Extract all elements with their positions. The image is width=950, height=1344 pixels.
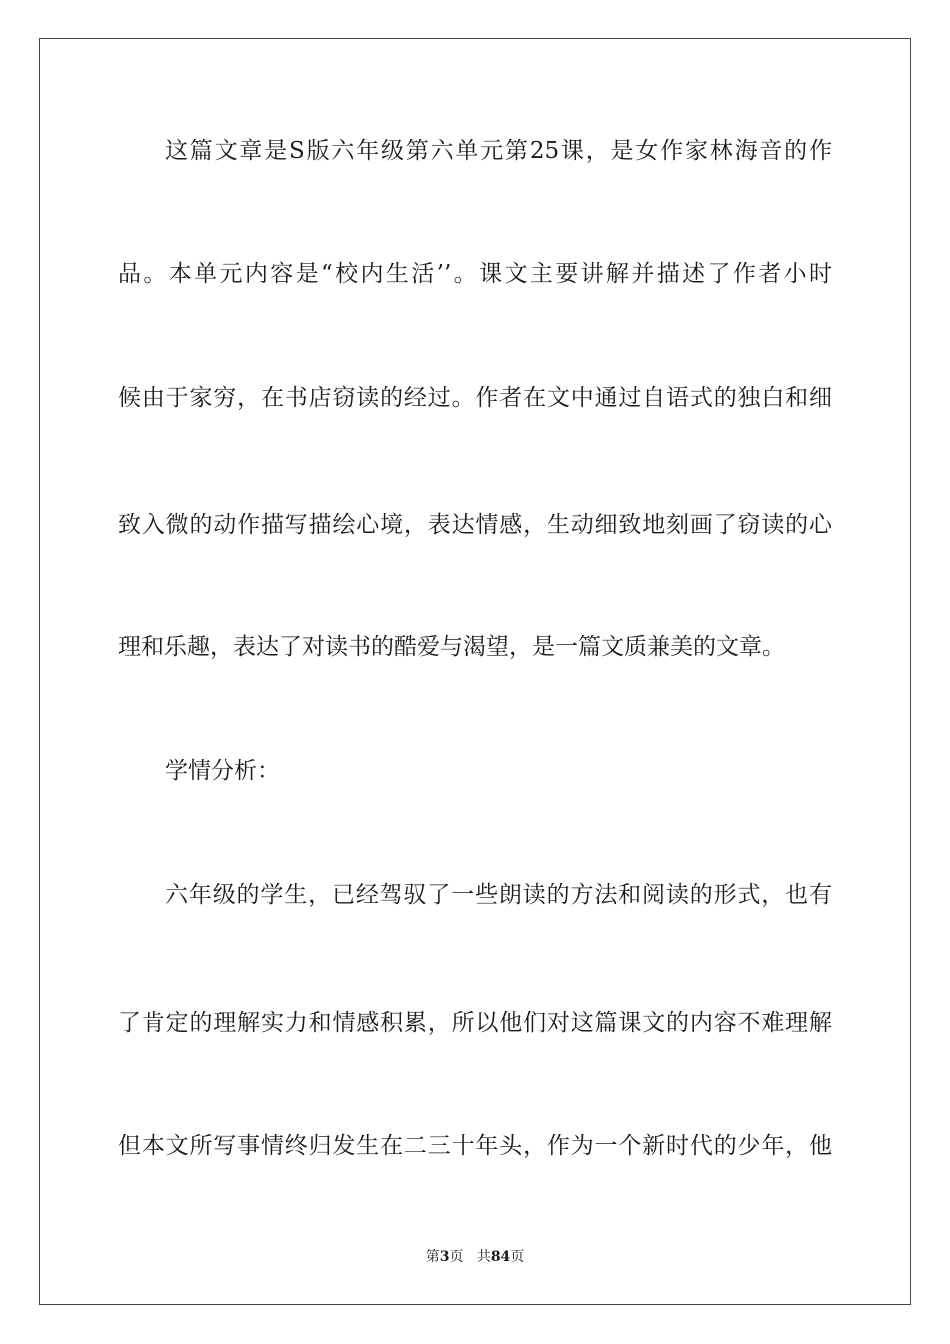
text-line: 但本文所写事情终归发生在二三十年头，作为一个新时代的少年，他: [118, 1133, 832, 1159]
text-line: 品。本单元内容是“校内生活’’。课文主要讲解并描述了作者小时: [118, 261, 832, 287]
total-page-count: 84: [490, 1249, 511, 1265]
text-line: 致入微的动作描写描绘心境，表达情感，生动细致地刻画了窃读的心: [118, 512, 832, 538]
footer-total-prefix: 共: [476, 1249, 491, 1265]
page-border: [39, 38, 911, 1305]
footer-page-suffix: 页: [449, 1249, 464, 1265]
footer-total-suffix: 页: [510, 1249, 525, 1265]
footer-prefix: 第: [425, 1249, 440, 1265]
text-line: 理和乐趣，表达了对读书的酷爱与渴望，是一篇文质兼美的文章。: [118, 634, 785, 660]
text-line: 了肯定的理解实力和情感积累，所以他们对这篇课文的内容不难理解: [118, 1010, 832, 1036]
section-heading: 学情分析：: [165, 758, 280, 784]
text-line: 候由于家穷，在书店窃读的经过。作者在文中通过自语式的独白和细: [118, 385, 832, 411]
current-page-number: 3: [439, 1249, 450, 1265]
text-line: 六年级的学生，已经驾驭了一些朗读的方法和阅读的形式，也有: [165, 882, 832, 908]
text-line: 这篇文章是S版六年级第六单元第25课，是女作家林海音的作: [165, 138, 832, 164]
page-footer: [0, 1248, 950, 1266]
